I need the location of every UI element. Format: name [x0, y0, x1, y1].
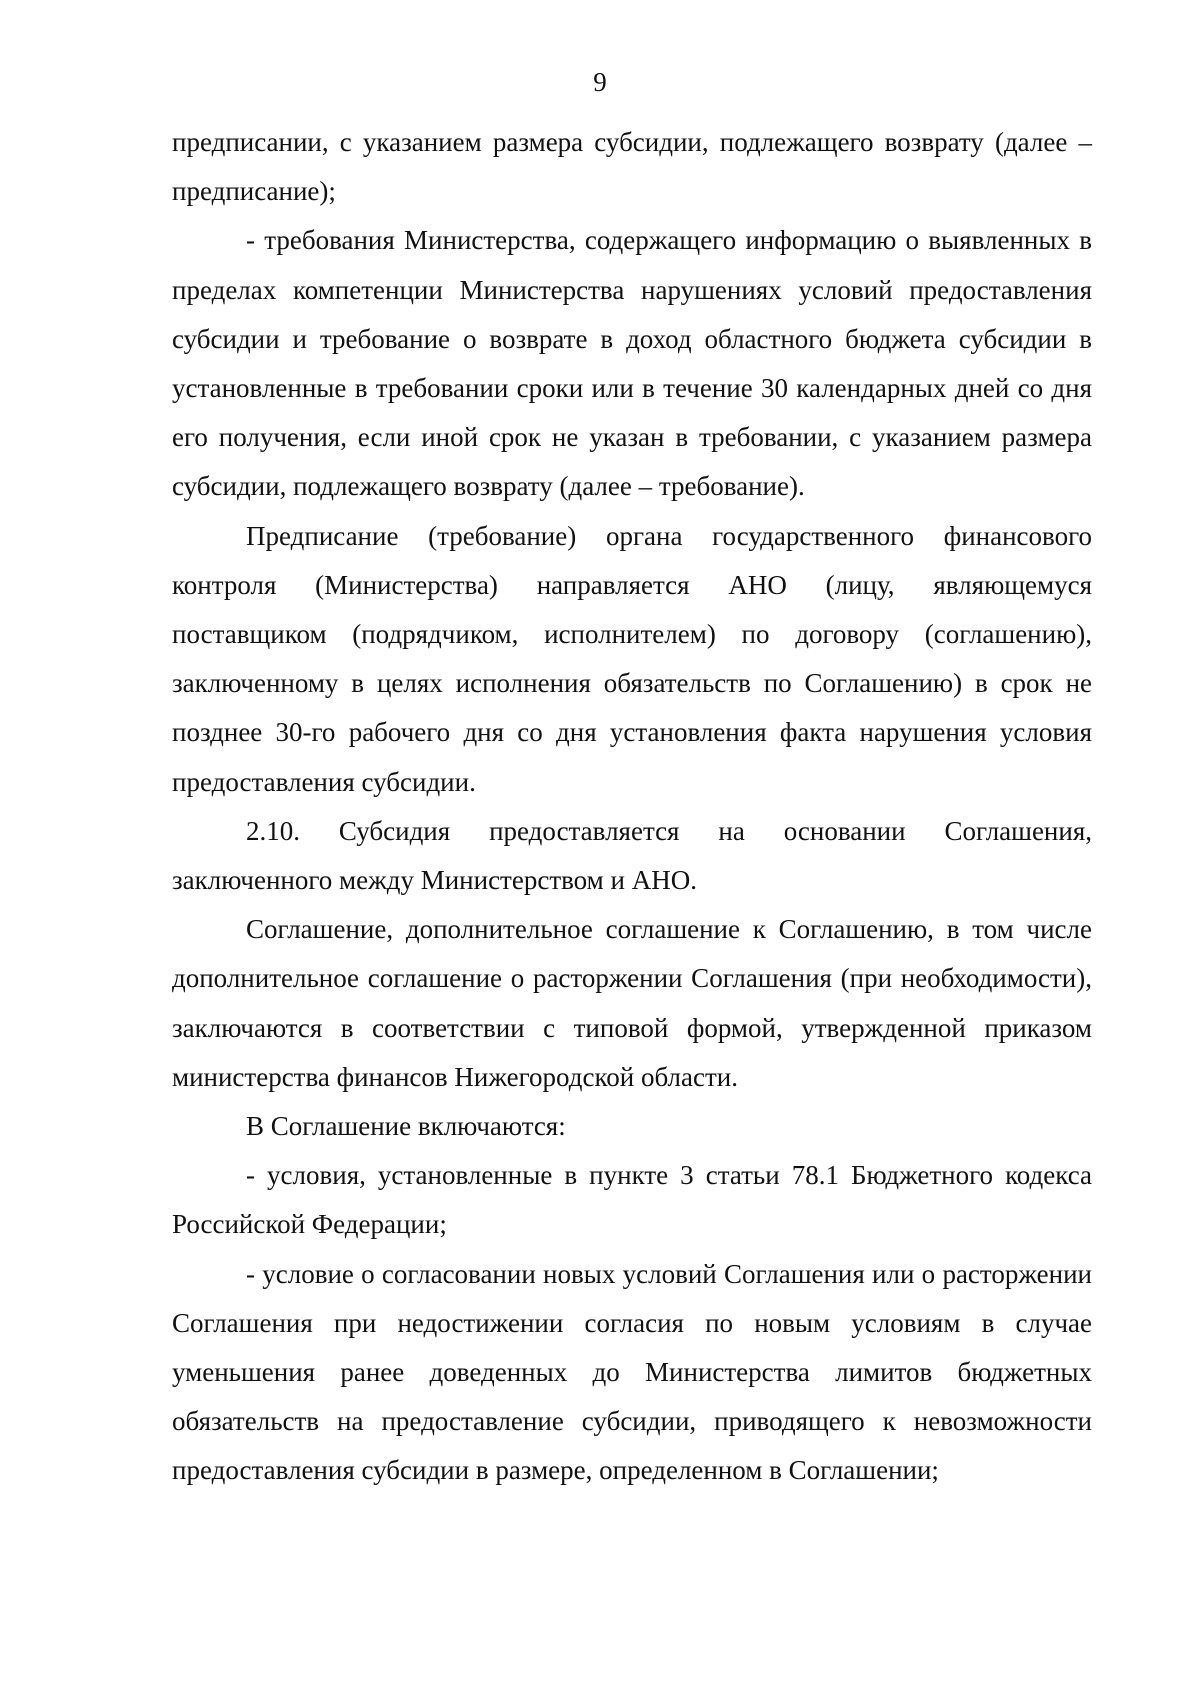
page-number: 9	[593, 67, 607, 97]
list-item-budget-code-conditions: - условия, установленные в пункте 3 статьи 78.1 Бюджетного кодекса Российской Федерации;	[172, 1160, 1092, 1240]
paragraph-ministry-requirement: - требования Министерства, содержащего информацию о выявленных в пределах компетенции Министерства нарушениях условий предоставления субсидии и требование о возврате в доход областного бюджета субсидии в установленные в требовании сроки или в течение 30 календарных дней со дня его получения, если иной срок не указан в требовании, с указанием размера субсидии, подлежащего возврату (далее – требование).	[172, 225, 1092, 502]
paragraph-agreement-form: Соглашение, дополнительное соглашение к Соглашению, в том числе дополнительное соглашение о расторжении Соглашения (при необходимости), заключаются в соответствии с типовой формой, утвержденной приказом министерства финансов Нижегородской области.	[172, 914, 1092, 1092]
paragraph-section-2-10: 2.10. Субсидия предоставляется на основании Соглашения, заключенного между Министерством и АНО.	[172, 815, 1092, 896]
paragraph-agreement-includes: В Соглашение включаются:	[246, 1111, 566, 1142]
paragraph-prescription-sending: Предписание (требование) органа государственного финансового контроля (Министерства) направляется АНО (лицу, являющемуся поставщиком (подрядчиком, исполнителем) по договору (соглашению), заключенному в целях исполнения обязательств по Соглашению) в срок не позднее 30-го рабочего дня со дня установления факта нарушения условия предоставления субсидии.	[172, 520, 1092, 797]
list-item-agreement-renegotiation: - условие о согласовании новых условий Соглашения или о расторжении Соглашения при недостижении согласия по новым условиям в случае уменьшения ранее доведенных до Министерства лимитов бюджетных обязательств на предоставление субсидии, приводящего к невозможности предоставления субсидии в размере, определенном в Соглашении;	[172, 1258, 1092, 1486]
paragraph-prescription-end: предписании, с указанием размера субсидии, подлежащего возврату (далее – предписание);	[172, 127, 1092, 207]
document-body	[172, 118, 1092, 1496]
